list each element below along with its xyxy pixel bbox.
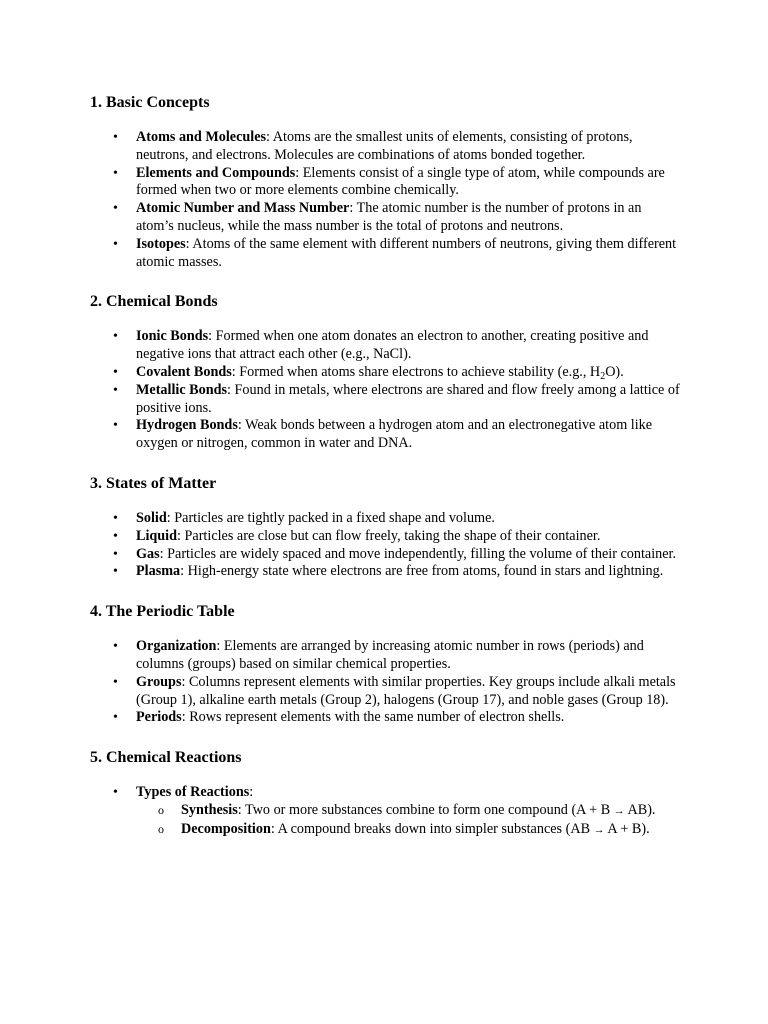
list-item-term: Organization bbox=[136, 638, 217, 655]
subscript: 2 bbox=[600, 370, 606, 382]
list-item-text: O). bbox=[605, 363, 624, 380]
list-item-term: Hydrogen Bonds bbox=[136, 417, 238, 434]
list-item-text: : Atoms of the same element with different numbers of neutrons, giving them different atomic masses. bbox=[136, 235, 677, 270]
list-item bbox=[90, 510, 680, 528]
list-item-text: : The atomic number is the number of protons in an atom’s nucleus, while the mass number is the total of protons and neutrons. bbox=[136, 200, 642, 234]
list-item-term: Isotopes bbox=[136, 235, 186, 252]
list-item-term: Periods bbox=[136, 709, 182, 726]
section-heading: 2. Chemical Bonds bbox=[90, 293, 218, 311]
list-item-text: : Weak bonds between a hydrogen atom and an electronegative atom like oxygen or nitrogen, common in water and DNA. bbox=[136, 417, 653, 452]
list-item-text: : Elements consist of a single type of atom, while compounds are formed when two or more elements combine chemically. bbox=[136, 164, 665, 199]
list-item-text: : Particles are widely spaced and move independently, filling the volume of their container. bbox=[159, 545, 677, 562]
section-states-of-matter bbox=[90, 473, 680, 581]
list-item-term: Gas bbox=[136, 545, 160, 562]
list-item-text: : Particles are tightly packed in a fixed shape and volume. bbox=[166, 509, 495, 526]
list-item-text: AB). bbox=[624, 801, 656, 818]
list-item-term: Ionic Bonds bbox=[136, 328, 209, 345]
list-item-text: : Particles are close but can flow freely, taking the shape of their container. bbox=[177, 527, 601, 544]
sub-list-item bbox=[136, 802, 680, 821]
list-item-text: : A compound breaks down into simpler substances (AB bbox=[270, 820, 594, 837]
section-heading: 3. States of Matter bbox=[90, 474, 217, 492]
list-item-term: Atoms and Molecules bbox=[136, 129, 267, 145]
list-item-term: Solid bbox=[136, 509, 167, 526]
list-item-term: Plasma bbox=[136, 563, 181, 580]
list-item-text: : bbox=[249, 784, 254, 801]
list-item-term: Covalent Bonds bbox=[136, 363, 232, 380]
list-item-text: : Columns represent elements with similar properties. Key groups include alkali metals (Group 1), alkaline earth metals (Group 2), halogens (Group 17), and noble gases (Group 18). bbox=[136, 673, 676, 708]
list-item-text: : Two or more substances combine to form one compound (A + B bbox=[237, 801, 614, 818]
list-item bbox=[90, 638, 680, 674]
sub-list-item bbox=[136, 821, 680, 840]
list-item-term: Atomic Number and Mass Number bbox=[136, 200, 350, 217]
list-item-term: Elements and Compounds bbox=[136, 164, 296, 181]
list-item-term: Decomposition bbox=[181, 820, 271, 837]
list-item-term: Synthesis bbox=[181, 801, 238, 818]
list-item-text: : Formed when one atom donates an electron to another, creating positive and negative ions that attract each other (e.g., NaCl). bbox=[136, 328, 649, 363]
list-item bbox=[90, 528, 680, 546]
list-item-text: : Rows represent elements with the same number of electron shells. bbox=[181, 709, 565, 726]
section-chemical-bonds bbox=[90, 291, 680, 453]
list-item-text: : Elements are arranged by increasing atomic number in rows (periods) and columns (groups) based on similar chemical properties. bbox=[136, 638, 644, 672]
arrow-icon: → bbox=[593, 823, 605, 836]
section-heading: 4. The Periodic Table bbox=[90, 603, 235, 621]
list-item bbox=[90, 165, 680, 201]
list-item-text: : High-energy state where electrons are free from atoms, found in stars and lightning. bbox=[180, 563, 664, 580]
list-item bbox=[90, 784, 680, 839]
list-item bbox=[90, 200, 680, 236]
section-heading: 1. Basic Concepts bbox=[90, 94, 210, 111]
section-basic-concepts bbox=[90, 92, 680, 271]
list-item bbox=[90, 364, 680, 382]
sub-bullet-list bbox=[136, 802, 680, 840]
list-item-term: Metallic Bonds bbox=[136, 381, 228, 398]
bullet-list bbox=[90, 129, 680, 271]
list-item bbox=[90, 563, 680, 581]
arrow-icon: → bbox=[613, 804, 625, 817]
section-periodic-table bbox=[90, 601, 680, 727]
list-item bbox=[90, 417, 680, 453]
list-item bbox=[90, 709, 680, 727]
list-item-term: Groups bbox=[136, 673, 182, 690]
list-item bbox=[90, 546, 680, 564]
list-item-text: A + B). bbox=[604, 820, 650, 837]
list-item-text: : Formed when atoms share electrons to achieve stability (e.g., H bbox=[231, 363, 601, 380]
list-item bbox=[90, 674, 680, 710]
list-item-text: : Atoms are the smallest units of elements, consisting of protons, neutrons, and electrons. Molecules are combinations of atoms bonded together. bbox=[136, 129, 633, 163]
list-item-text: : Found in metals, where electrons are shared and flow freely among a lattice of positive ions. bbox=[136, 381, 680, 416]
list-item-term: Types of Reactions bbox=[136, 784, 250, 801]
bullet-list bbox=[90, 328, 680, 453]
section-chemical-reactions bbox=[90, 747, 680, 839]
document-page bbox=[90, 92, 680, 840]
bullet-list bbox=[90, 638, 680, 727]
list-item-term: Liquid bbox=[136, 527, 178, 544]
list-item bbox=[90, 328, 680, 364]
bullet-list bbox=[90, 784, 680, 839]
list-item bbox=[90, 129, 680, 165]
list-item bbox=[90, 382, 680, 418]
list-item bbox=[90, 236, 680, 272]
bullet-list bbox=[90, 510, 680, 581]
section-heading: 5. Chemical Reactions bbox=[90, 749, 242, 767]
